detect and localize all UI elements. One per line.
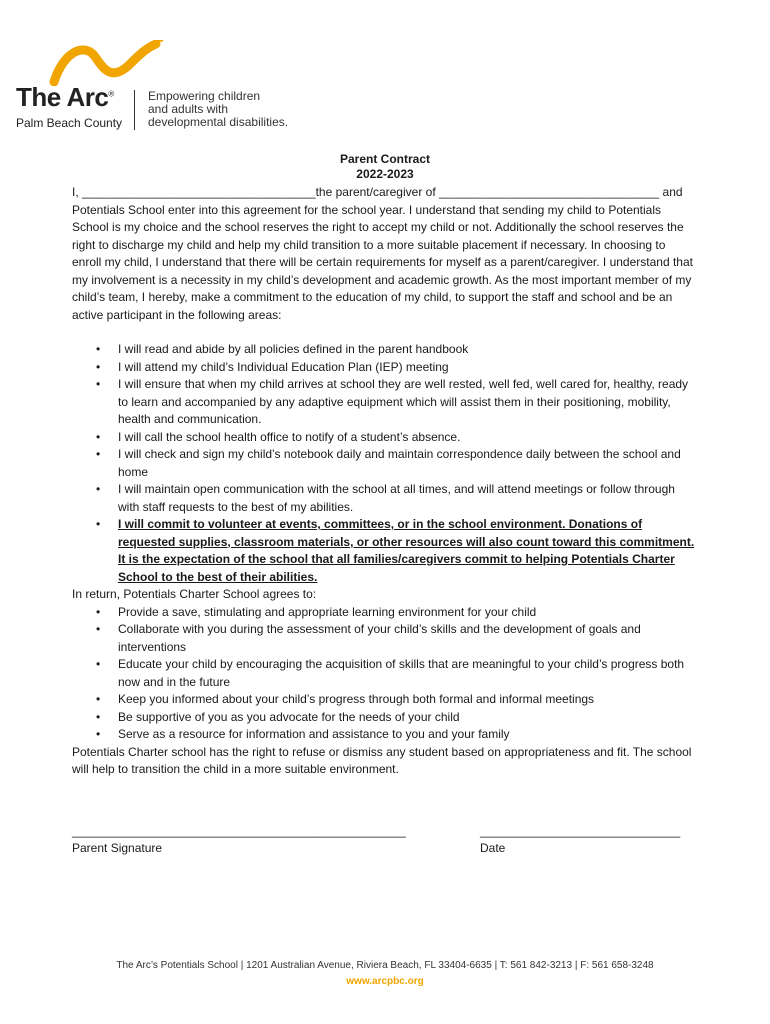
footer [0, 958, 770, 990]
brand-name: The Arc® [16, 82, 114, 112]
bullet-icon: • [96, 447, 101, 461]
parent-signature-block[interactable] [72, 823, 406, 857]
bullet-icon: • [96, 429, 101, 444]
list-item: • I will maintain open communication with the school at all times, and will attend meetings or follow through with staff requests to the best of my abilities. [96, 482, 675, 514]
arc-swoosh-icon [46, 40, 166, 86]
list-item: • Be supportive of you as you advocate for the needs of your child [72, 709, 698, 727]
list-item: • I will read and abide by all policies defined in the parent handbook [72, 341, 698, 359]
list-item: • Collaborate with you during the assessment of your child’s skills and the development of goals and interventions [96, 622, 641, 654]
tagline: Empowering children and adults with developmental disabilities. [148, 89, 289, 129]
list-item: • Keep you informed about your child’s progress through both formal and informal meetings [72, 691, 698, 709]
list-item-volunteer-commitment: • I will commit to volunteer at events, committees, or in the school environment. Donations of requested supplies, classroom materials, or other resources will also count toward this commitment. It is the expectation of the school that all families/caregivers commit to helping Potentials Charter School to the best of their abilities. [96, 517, 695, 584]
list-item: • Educate your child by encouraging the acquisition of skills that are meaningful to your child’s progress both now and in the future [96, 657, 685, 689]
bullet-icon: • [96, 692, 101, 706]
date-block[interactable] [480, 823, 680, 857]
list-item: • I will check and sign my child’s notebook daily and maintain correspondence daily between the school and home [96, 447, 681, 479]
list-item: • Provide a save, stimulating and appropriate learning environment for your child [72, 604, 698, 622]
list-item: • I will attend my child’s Individual Education Plan (IEP) meeting [72, 359, 698, 377]
bullet-icon: • [96, 622, 101, 636]
parent-signature-line[interactable]: __________________________________________________ [72, 824, 406, 838]
bullet-icon: • [96, 517, 101, 531]
bullet-icon: • [96, 604, 101, 619]
bullet-icon: • [96, 482, 101, 496]
bullet-icon: • [96, 359, 101, 374]
school-commitments-list [72, 604, 698, 744]
parent-commitments-list [72, 341, 698, 586]
parent-signature-label: Parent Signature [72, 841, 163, 855]
website-link[interactable]: www.arcpbc.org [346, 976, 424, 987]
list-item: • Serve as a resource for information and assistance to you and your family [72, 726, 698, 744]
return-intro: In return, Potentials Charter School agrees to: [72, 587, 317, 601]
document-title: Parent Contract 2022-2023 [339, 152, 431, 181]
closing-paragraph: Potentials Charter school has the right to refuse or dismiss any student based on appropriateness and fit. The school will help to transition the child in a more suitable environment. [72, 744, 692, 776]
intro-paragraph: I, ___________________________________the parent/caregiver of _________________________________ and Potentials School enter into this agreement for the school year. I understand that sending my child to Potentials School is my choice and the school reserves the right to accept my child or not. Additionally the school reserves the right to discharge my child and help my child transition to a more suitable placement if necessary. In choosing to enroll my child, I understand that there will be certain requirements for myself as a parent/caregiver. I understand that my involvement is a necessity in my child’s development and academic growth. As the most important member of my child’s team, I hereby, make a commitment to the education of my child, to support the staff and school and be an active participant in the following areas: [72, 185, 693, 322]
bullet-icon: • [96, 709, 101, 724]
bullet-icon: • [96, 377, 101, 391]
logo-divider [134, 90, 135, 130]
list-item: • I will ensure that when my child arrives at school they are well rested, well fed, well cared for, healthy, ready to learn and accompanied by any adaptive equipment which will assist them in their positioning, mobility, health and communication. [96, 377, 689, 426]
date-line[interactable]: ______________________________ [480, 824, 681, 838]
date-label: Date [480, 841, 506, 855]
bullet-icon: • [96, 657, 101, 671]
arc-logo [16, 40, 306, 136]
footer-address: The Arc’s Potentials School | 1201 Australian Avenue, Riviera Beach, FL 33404-6635 | T: 561 842-3213 | F: 561 658-3248 [116, 960, 654, 971]
county-name: Palm Beach County [16, 116, 123, 130]
bullet-icon: • [96, 727, 101, 741]
contract-body [72, 184, 698, 779]
list-item: • I will call the school health office to notify of a student’s absence. [72, 429, 698, 447]
bullet-icon: • [96, 342, 101, 356]
